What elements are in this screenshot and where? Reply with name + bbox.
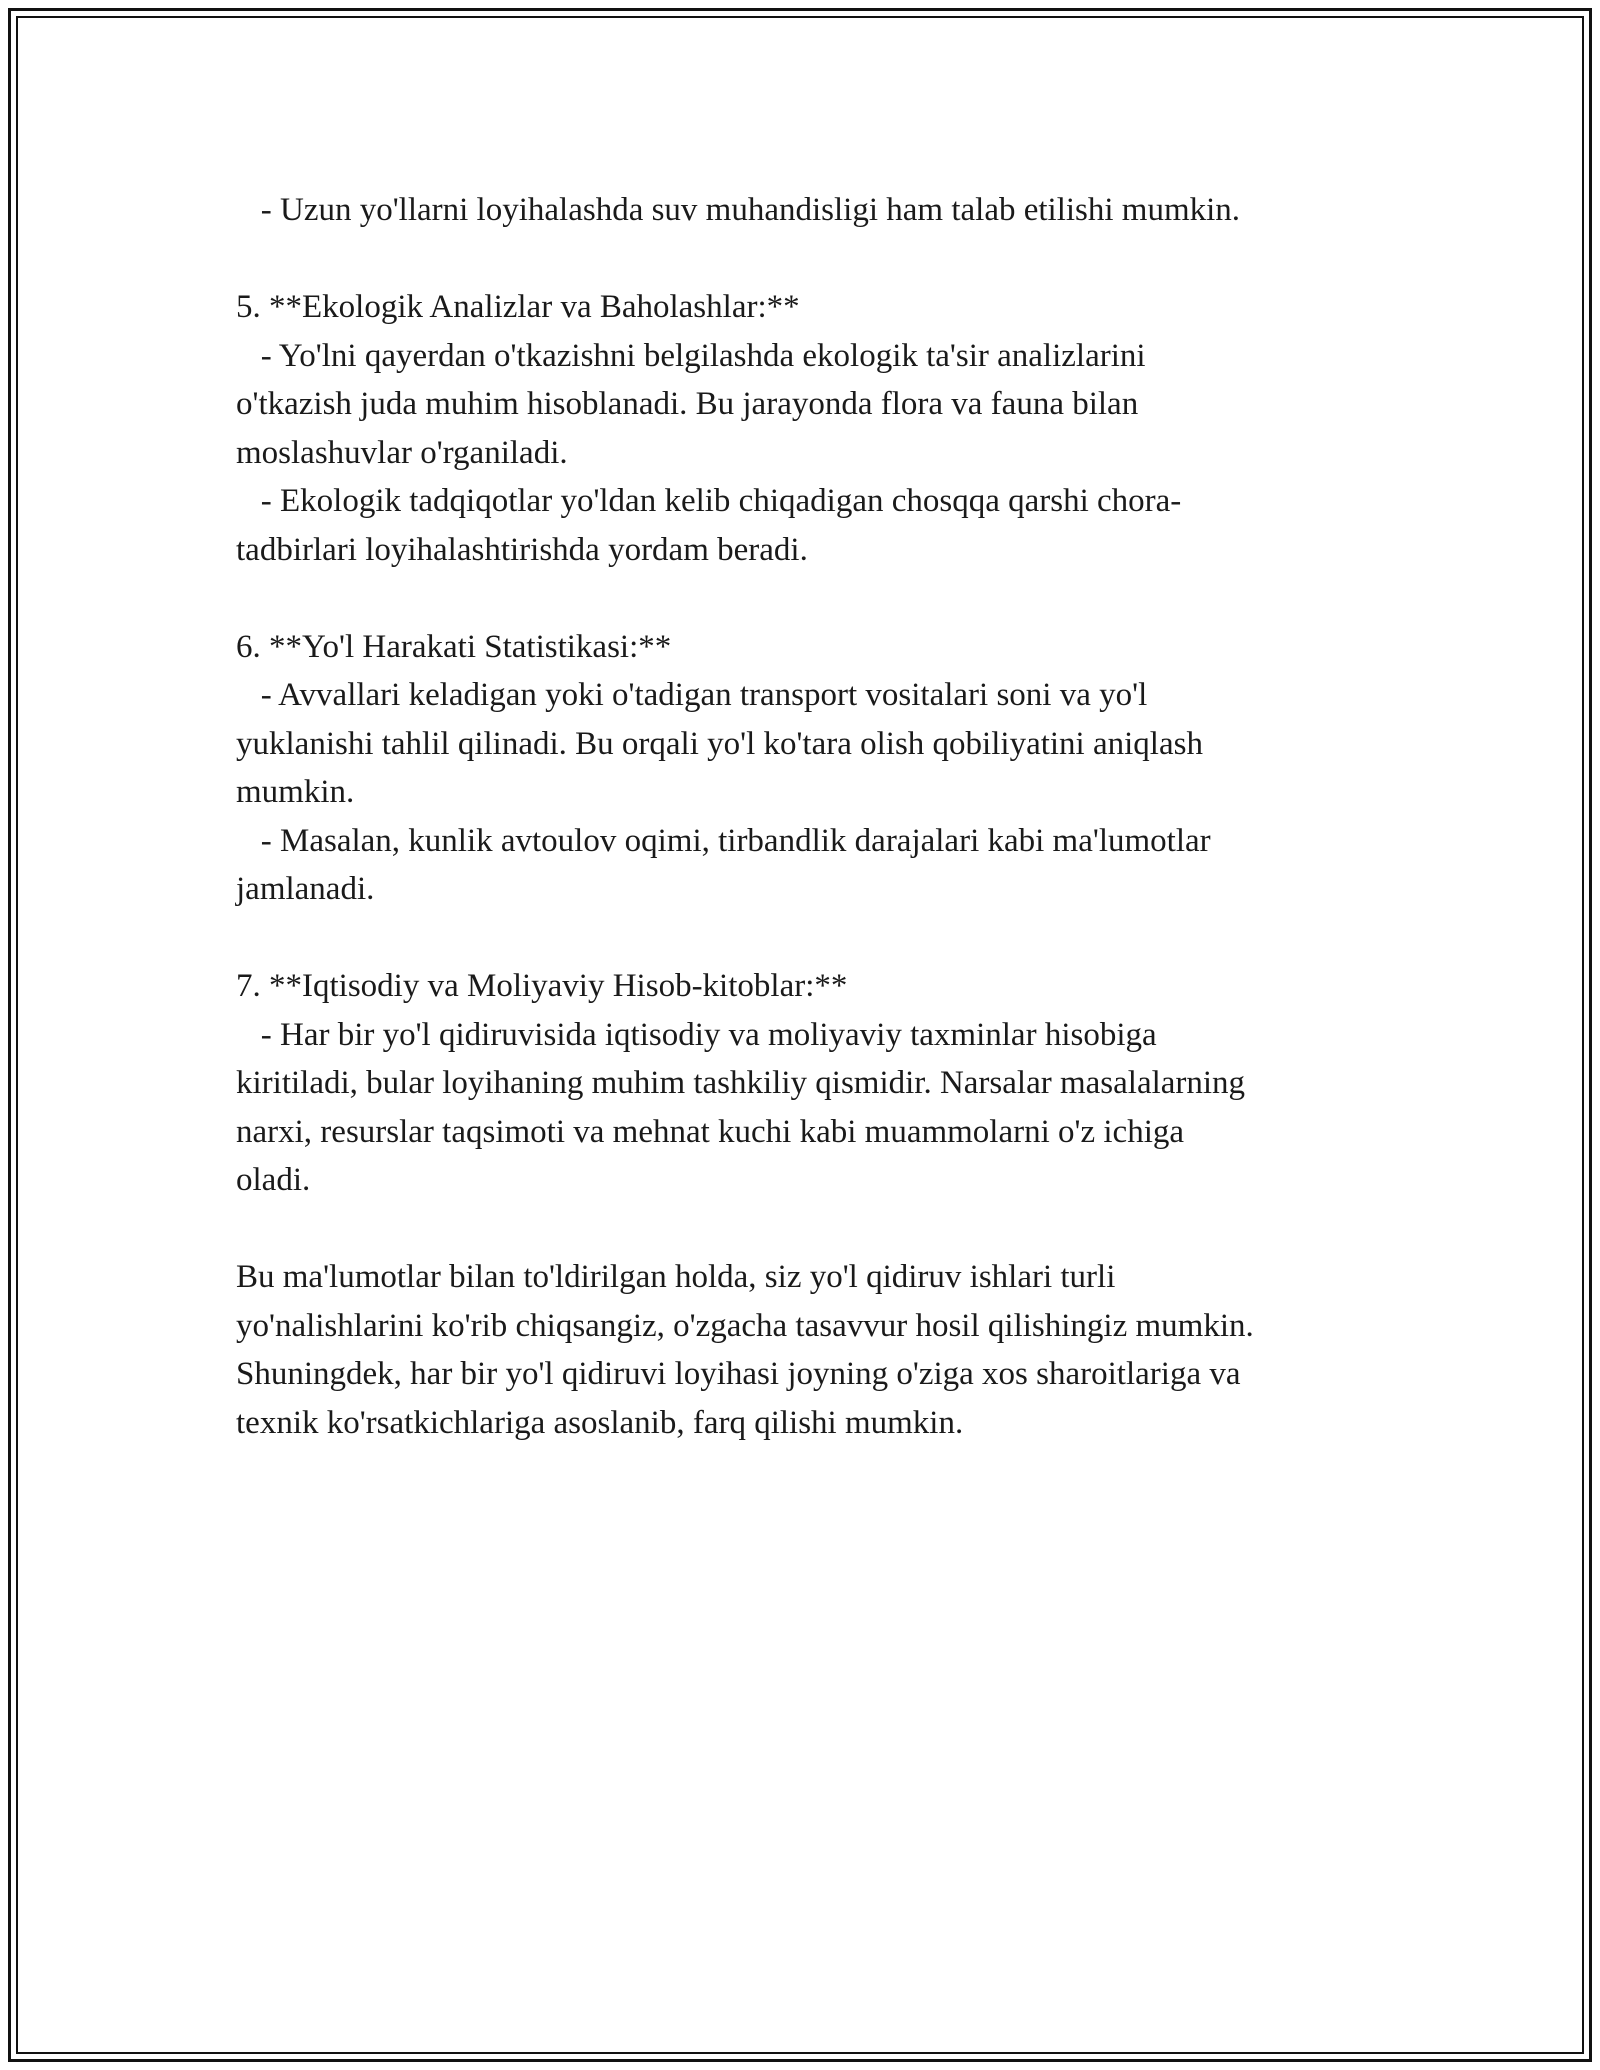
blank-line [236,1205,1376,1254]
text-line: Bu ma'lumotlar bilan to'ldirilgan holda, siz yo'l qidiruv ishlari turli [236,1259,1116,1295]
text-line: mumkin. [236,774,355,810]
section-heading-7: 7. **Iqtisodiy va Moliyaviy Hisob-kitoblar:** [236,968,848,1004]
text-line: oladi. [236,1162,311,1198]
text-line: kiritiladi, bular loyihaning muhim tashkiliy qismidir. Narsalar masalalarning [236,1065,1246,1101]
section-heading-6: 6. **Yo'l Harakati Statistikasi:** [236,628,672,665]
text-line: - Uzun yo'llarni loyihalashda suv muhandisligi ham talab etilishi mumkin. [236,192,1241,228]
blank-line [236,235,1376,284]
text-line: yuklanishi tahlil qilinadi. Bu orqali yo'l ko'tara olish qobiliyatini aniqlash [236,725,1203,762]
text-line: Shuningdek, har bir yo'l qidiruvi loyihasi joyning o'ziga xos sharoitlariga va [236,1356,1241,1392]
text-line: - Masalan, kunlik avtoulov oqimi, tirbandlik darajalari kabi ma'lumotlar [236,822,1211,859]
blank-line [236,574,1376,623]
text-line: texnik ko'rsatkichlariga asoslanib, farq qilishi mumkin. [236,1404,964,1441]
text-line: moslashuvlar o'rganiladi. [236,434,568,471]
text-line: tadbirlari loyihalashtirishda yordam beradi. [236,531,808,568]
section-heading-5: 5. **Ekologik Analizlar va Baholashlar:** [236,289,800,325]
text-line: yo'nalishlarini ko'rib chiqsangiz, o'zgacha tasavvur hosil qilishingiz mumkin. [236,1307,1254,1344]
blank-line [236,914,1376,963]
text-line: - Avvallari keladigan yoki o'tadigan transport vositalari soni va yo'l [236,677,1148,713]
text-line: - Har bir yo'l qidiruvisida iqtisodiy va moliyaviy taxminlar hisobiga [236,1016,1157,1053]
document-body [236,186,1376,1447]
text-line: o'tkazish juda muhim hisoblanadi. Bu jarayonda flora va fauna bilan [236,386,1139,422]
text-line: - Yo'lni qayerdan o'tkazishni belgilashda ekologik ta'sir analizlarini [236,337,1146,374]
text-line: jamlanadi. [236,871,375,907]
text-line: - Ekologik tadqiqotlar yo'ldan kelib chiqadigan chosqqa qarshi chora- [236,483,1182,519]
text-line: narxi, resurslar taqsimoti va mehnat kuchi kabi muammolarni o'z ichiga [236,1113,1185,1150]
